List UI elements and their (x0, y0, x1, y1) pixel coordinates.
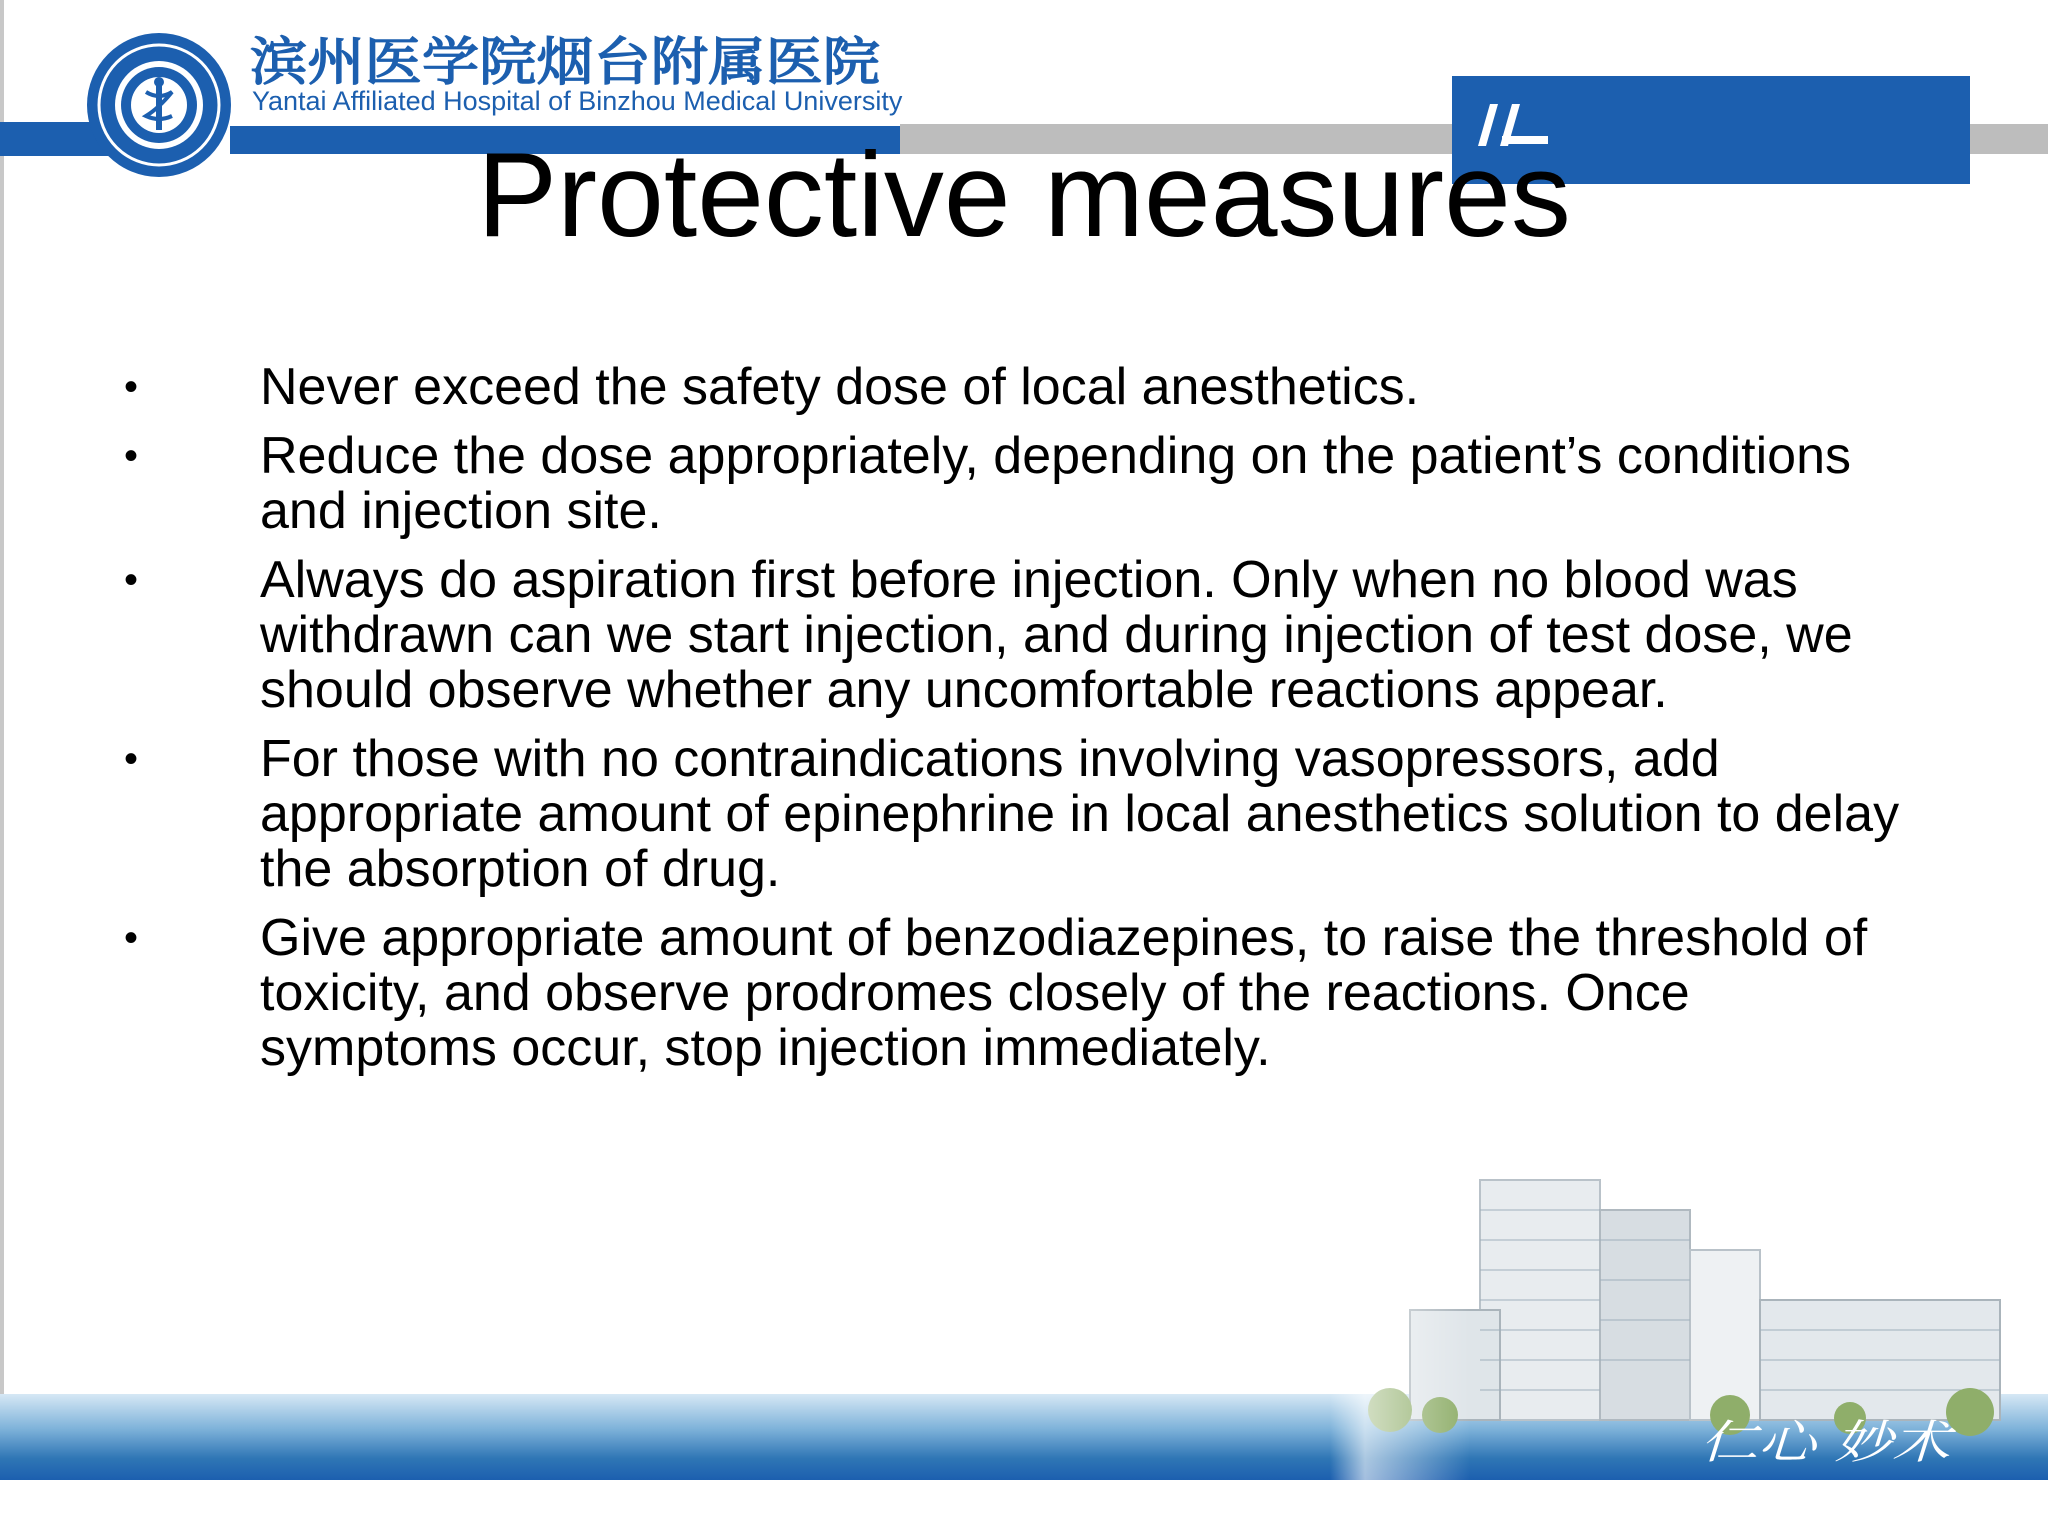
bullet-text: Give appropriate amount of benzodiazepines, to raise the threshold of toxicity, and observe prodromes closely of the reactions. Once symptoms occur, stop injection immediately. (260, 909, 1868, 1077)
bullet-item (0, 429, 1940, 539)
motto-calligraphy-logo (1700, 1410, 1960, 1470)
bullet-list (0, 360, 2048, 1090)
bullet-dot: • (124, 365, 139, 409)
bullet-text: For those with no contraindications involving vasopressors, add appropriate amount of epinephrine in local anesthetics solution to delay the absorption of drug. (260, 730, 1900, 898)
bullet-item (0, 553, 1940, 718)
slide-title: Protective measures (477, 128, 1571, 262)
hospital-name-cn-logo (250, 28, 890, 90)
hospital-name-en: Yantai Affiliated Hospital of Binzhou Medical University (252, 86, 903, 116)
bullet-item (0, 732, 1940, 897)
bullet-dot: • (124, 558, 139, 602)
bullet-text: Always do aspiration first before injection. Only when no blood was withdrawn can we start injection, and during injection of test dose, we should observe whether any uncomfortable reactions appear. (260, 551, 1853, 719)
bullet-item (0, 360, 1940, 415)
bullet-text: Never exceed the safety dose of local anesthetics. (260, 358, 1420, 416)
bullet-text: Reduce the dose appropriately, depending on the patient’s conditions and injection site. (260, 427, 1852, 540)
bullet-item (0, 911, 1940, 1076)
svg-text:滨州医学院烟台附属医院: 滨州医学院烟台附属医院 (250, 33, 880, 90)
bullet-dot: • (124, 737, 139, 781)
bullet-dot: • (124, 916, 139, 960)
footer-white-strip (0, 1480, 2048, 1536)
bullet-dot: • (124, 434, 139, 478)
svg-text:仁心 妙术: 仁心 妙术 (1700, 1415, 1957, 1469)
